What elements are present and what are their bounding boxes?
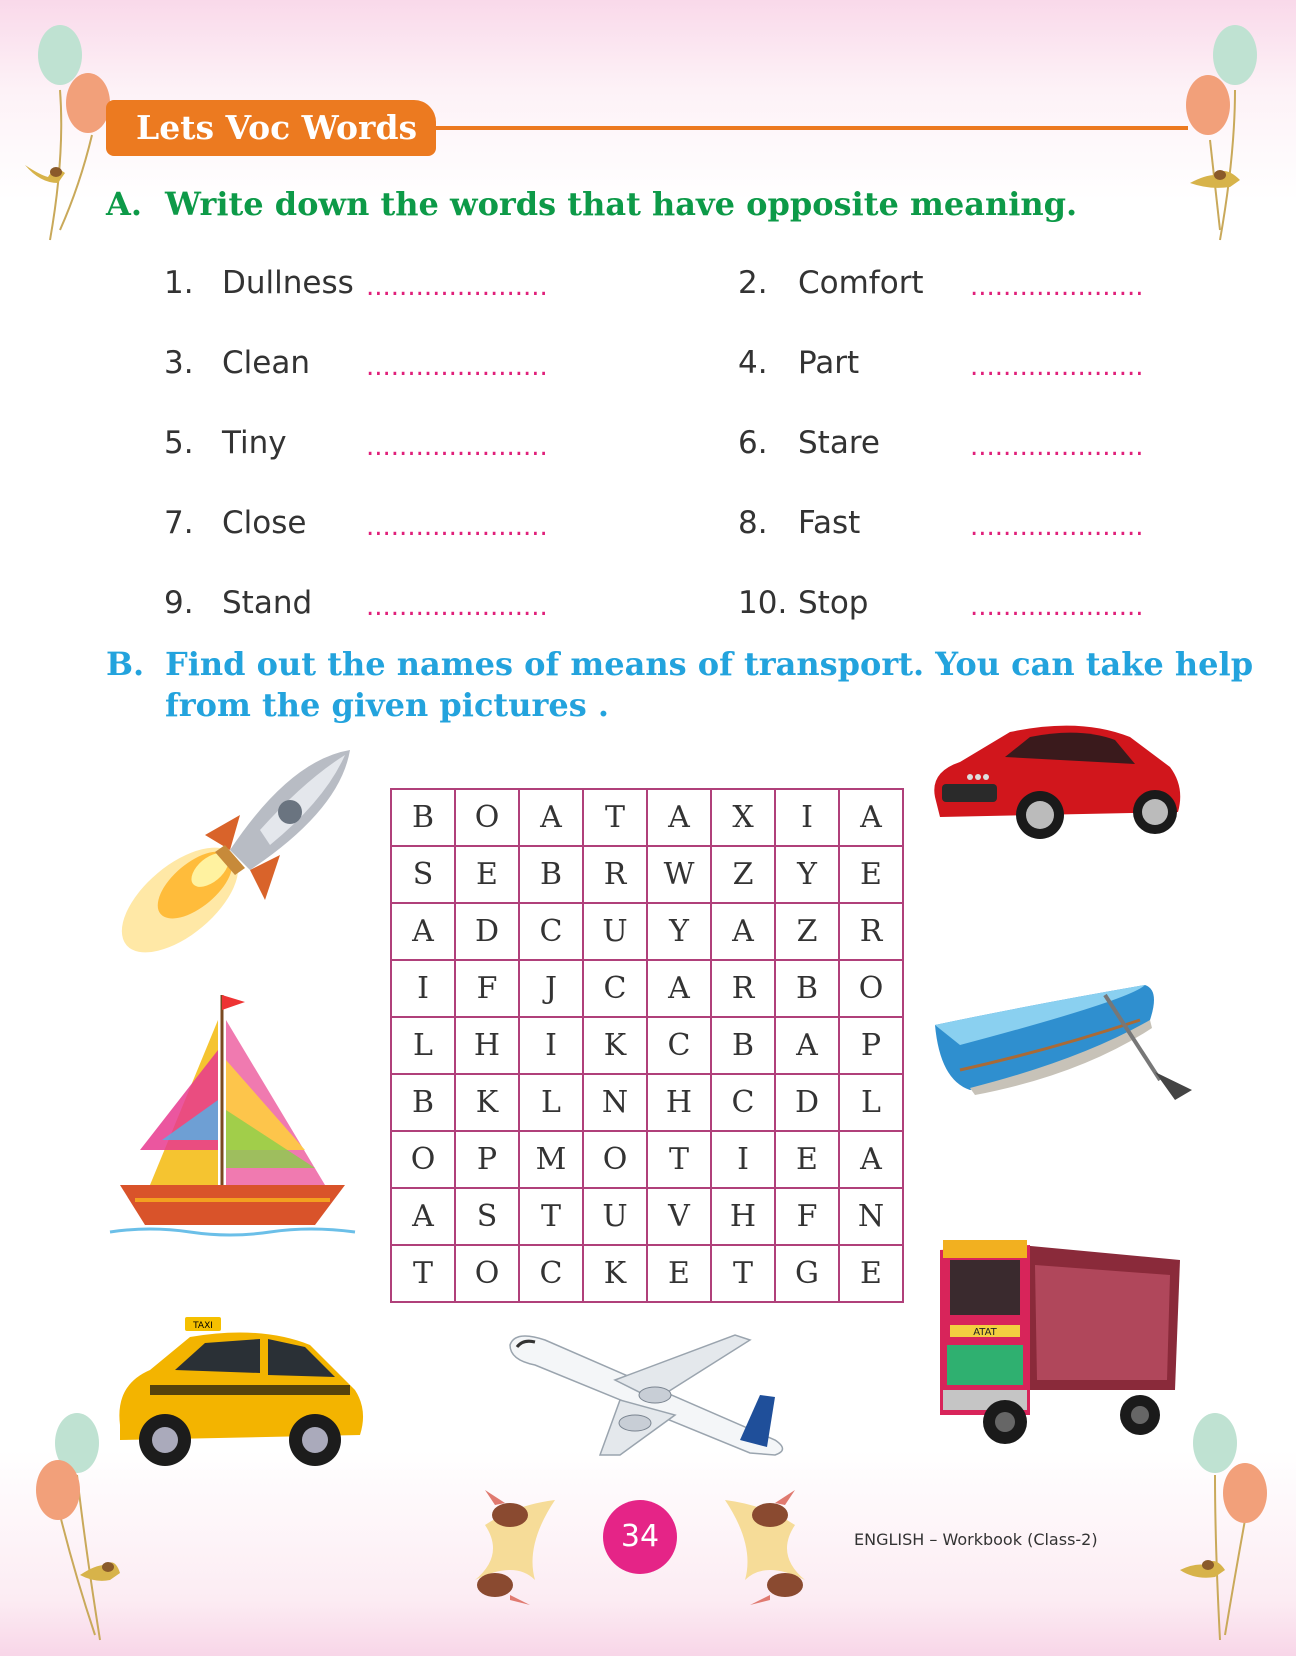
header-divider-line xyxy=(436,126,1188,130)
section-b-instruction-line2: from the given pictures . xyxy=(165,686,609,724)
grid-row xyxy=(391,789,903,846)
grid-row xyxy=(391,846,903,903)
grid-cell[interactable]: N xyxy=(583,1074,647,1131)
grid-cell[interactable]: J xyxy=(519,960,583,1017)
item-word: Fast xyxy=(798,505,861,541)
item-number: 8. xyxy=(738,505,768,541)
grid-cell[interactable]: H xyxy=(711,1188,775,1245)
item-number: 1. xyxy=(164,265,194,301)
grid-cell[interactable]: O xyxy=(583,1131,647,1188)
grid-cell[interactable]: D xyxy=(455,903,519,960)
balloons-bottom-right-decoration xyxy=(1180,1405,1290,1645)
item-number: 2. xyxy=(738,265,768,301)
grid-cell[interactable]: A xyxy=(519,789,583,846)
grid-cell[interactable]: K xyxy=(583,1017,647,1074)
section-b-letter: B. xyxy=(106,645,145,683)
rowboat-picture xyxy=(930,980,1195,1110)
airplane-picture xyxy=(505,1325,800,1470)
grid-cell[interactable]: I xyxy=(519,1017,583,1074)
grid-cell[interactable]: E xyxy=(775,1131,839,1188)
grid-row xyxy=(391,1131,903,1188)
grid-cell[interactable]: M xyxy=(519,1131,583,1188)
answer-blank[interactable]: ...................... xyxy=(366,432,548,462)
grid-cell[interactable]: O xyxy=(455,1245,519,1302)
grid-cell[interactable]: B xyxy=(711,1017,775,1074)
grid-cell[interactable]: P xyxy=(455,1131,519,1188)
grid-cell[interactable]: C xyxy=(711,1074,775,1131)
grid-cell[interactable]: B xyxy=(391,789,455,846)
item-number: 9. xyxy=(164,585,194,621)
grid-row xyxy=(391,1017,903,1074)
book-title-footer: ENGLISH – Workbook (Class-2) xyxy=(854,1530,1098,1549)
grid-cell[interactable]: A xyxy=(839,789,903,846)
grid-cell[interactable]: Z xyxy=(711,846,775,903)
grid-cell[interactable]: E xyxy=(647,1245,711,1302)
answer-blank[interactable]: ...................... xyxy=(366,592,548,622)
truck-picture xyxy=(935,1240,1185,1450)
item-word: Clean xyxy=(222,345,310,381)
answer-blank[interactable]: ..................... xyxy=(970,432,1144,462)
grid-cell[interactable]: R xyxy=(711,960,775,1017)
item-word: Part xyxy=(798,345,860,381)
balloons-top-right-decoration xyxy=(1180,15,1290,245)
grid-cell[interactable]: C xyxy=(519,903,583,960)
grid-cell[interactable]: P xyxy=(839,1017,903,1074)
grid-cell[interactable]: G xyxy=(775,1245,839,1302)
grid-row xyxy=(391,1188,903,1245)
grid-cell[interactable]: A xyxy=(775,1017,839,1074)
grid-cell[interactable]: T xyxy=(519,1188,583,1245)
item-number: 4. xyxy=(738,345,768,381)
section-a-instruction: Write down the words that have opposite meaning. xyxy=(165,185,1078,223)
grid-cell[interactable]: E xyxy=(839,846,903,903)
grid-cell[interactable]: L xyxy=(519,1074,583,1131)
grid-cell[interactable]: B xyxy=(775,960,839,1017)
grid-cell[interactable]: T xyxy=(391,1245,455,1302)
grid-cell[interactable]: R xyxy=(839,903,903,960)
item-number: 5. xyxy=(164,425,194,461)
answer-blank[interactable]: ..................... xyxy=(970,352,1144,382)
grid-cell[interactable]: K xyxy=(455,1074,519,1131)
rocket-picture xyxy=(110,740,360,970)
birds-right-decoration xyxy=(695,1485,825,1610)
grid-cell[interactable]: B xyxy=(391,1074,455,1131)
grid-cell[interactable]: Y xyxy=(647,903,711,960)
answer-blank[interactable]: ..................... xyxy=(970,272,1144,302)
grid-cell[interactable]: F xyxy=(775,1188,839,1245)
birds-left-decoration xyxy=(455,1485,585,1610)
grid-cell[interactable]: H xyxy=(455,1017,519,1074)
grid-row xyxy=(391,903,903,960)
grid-cell[interactable]: I xyxy=(391,960,455,1017)
grid-cell[interactable]: W xyxy=(647,846,711,903)
item-number: 10. xyxy=(738,585,788,621)
answer-blank[interactable]: ...................... xyxy=(366,512,548,542)
item-number: 6. xyxy=(738,425,768,461)
answer-blank[interactable]: ..................... xyxy=(970,592,1144,622)
item-word: Close xyxy=(222,505,307,541)
grid-cell[interactable]: R xyxy=(583,846,647,903)
grid-cell[interactable]: O xyxy=(455,789,519,846)
red-car-picture xyxy=(930,712,1185,842)
grid-cell[interactable]: A xyxy=(839,1131,903,1188)
item-word: Stare xyxy=(798,425,880,461)
grid-cell[interactable]: V xyxy=(647,1188,711,1245)
sailboat-picture xyxy=(110,990,355,1240)
grid-cell[interactable]: U xyxy=(583,1188,647,1245)
item-word: Tiny xyxy=(222,425,287,461)
grid-cell[interactable]: H xyxy=(647,1074,711,1131)
grid-row xyxy=(391,1245,903,1302)
truck-front-sign: ATAT xyxy=(973,1327,997,1338)
grid-cell[interactable]: O xyxy=(839,960,903,1017)
grid-cell[interactable]: D xyxy=(775,1074,839,1131)
grid-cell[interactable]: Z xyxy=(775,903,839,960)
section-a-letter: A. xyxy=(106,185,142,223)
section-header-tab: Lets Voc Words xyxy=(106,100,436,156)
grid-cell[interactable]: C xyxy=(519,1245,583,1302)
grid-cell[interactable]: U xyxy=(583,903,647,960)
grid-cell[interactable]: C xyxy=(583,960,647,1017)
item-number: 3. xyxy=(164,345,194,381)
grid-cell[interactable]: E xyxy=(839,1245,903,1302)
grid-cell[interactable]: I xyxy=(775,789,839,846)
answer-blank[interactable]: ...................... xyxy=(366,352,548,382)
grid-cell[interactable]: T xyxy=(583,789,647,846)
grid-cell[interactable]: X xyxy=(711,789,775,846)
grid-cell[interactable]: N xyxy=(839,1188,903,1245)
grid-cell[interactable]: S xyxy=(455,1188,519,1245)
grid-cell[interactable]: A xyxy=(647,960,711,1017)
item-word: Stop xyxy=(798,585,869,621)
grid-cell[interactable]: A xyxy=(711,903,775,960)
grid-row xyxy=(391,1074,903,1131)
item-word: Comfort xyxy=(798,265,924,301)
grid-cell[interactable]: E xyxy=(455,846,519,903)
item-word: Stand xyxy=(222,585,313,621)
grid-cell[interactable]: C xyxy=(647,1017,711,1074)
taxi-picture xyxy=(110,1315,370,1475)
item-word: Dullness xyxy=(222,265,354,301)
grid-cell[interactable]: T xyxy=(711,1245,775,1302)
word-search-grid xyxy=(390,788,904,1303)
grid-cell[interactable]: L xyxy=(391,1017,455,1074)
taxi-roof-sign: TAXI xyxy=(193,1321,213,1331)
grid-cell[interactable]: F xyxy=(455,960,519,1017)
grid-cell[interactable]: K xyxy=(583,1245,647,1302)
grid-cell[interactable]: T xyxy=(647,1131,711,1188)
answer-blank[interactable]: ..................... xyxy=(970,512,1144,542)
page-number-badge: 34 xyxy=(603,1500,677,1574)
grid-cell[interactable]: I xyxy=(711,1131,775,1188)
grid-cell[interactable]: A xyxy=(647,789,711,846)
grid-cell[interactable]: Y xyxy=(775,846,839,903)
grid-cell[interactable]: L xyxy=(839,1074,903,1131)
grid-row xyxy=(391,960,903,1017)
grid-cell[interactable]: O xyxy=(391,1131,455,1188)
section-b-instruction-line1: Find out the names of means of transport. You can take help xyxy=(165,645,1254,683)
item-number: 7. xyxy=(164,505,194,541)
grid-cell[interactable]: B xyxy=(519,846,583,903)
grid-cell[interactable]: S xyxy=(391,846,455,903)
grid-cell[interactable]: A xyxy=(391,903,455,960)
grid-cell[interactable]: A xyxy=(391,1188,455,1245)
answer-blank[interactable]: ...................... xyxy=(366,272,548,302)
